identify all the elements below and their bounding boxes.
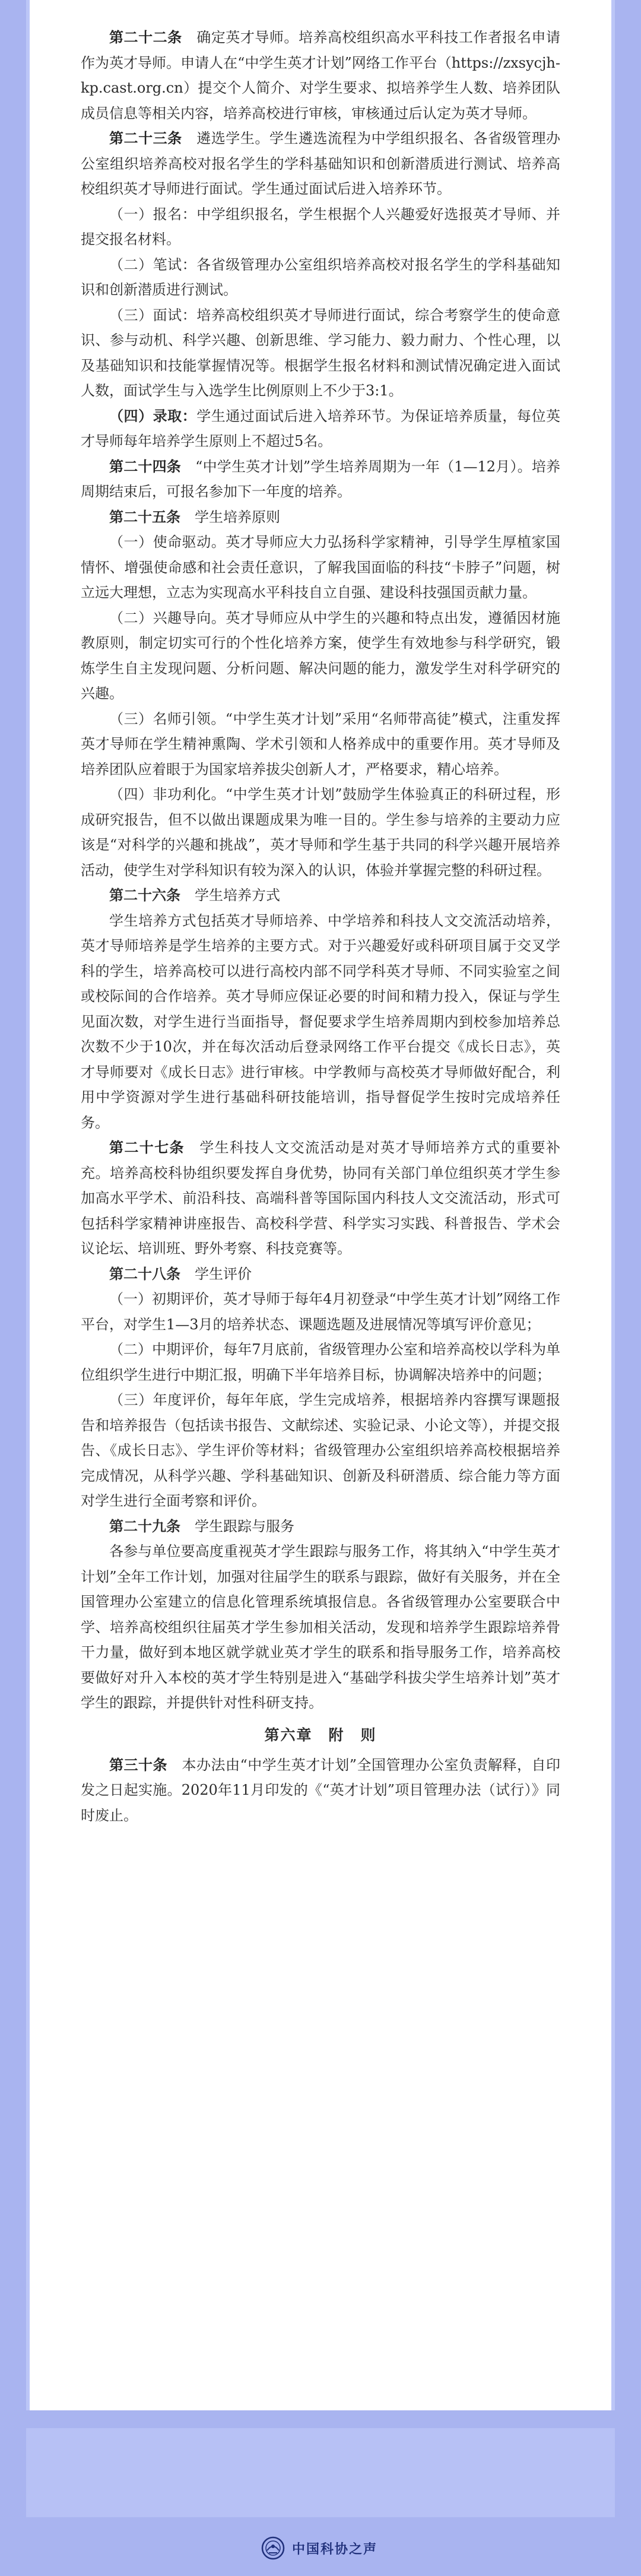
article-28-item-1: （一）初期评价，英才导师于每年4月初登录“中学生英才计划”网络工作平台，对学生1—3月的培养状态、课题选题及进展情况等填写评价意见； (81, 1291, 560, 1333)
article-23-item-4-text: 学生通过面试后进入培养环节。为保证培养质量，每位英才导师每年培养学生原则上不超过5名。 (81, 407, 561, 449)
article-25-number: 第二十五条 (109, 508, 180, 525)
article-23-number: 第二十三条 (109, 129, 182, 147)
article-25-heading (81, 505, 560, 530)
article-30-number: 第三十条 (109, 1756, 167, 1773)
article-29-heading (81, 1514, 560, 1539)
article-29-text: 各参与单位要高度重视英才学生跟踪与服务工作，将其纳入“中学生英才计划”全年工作计划，加强对往届学生的联系与跟踪，做好有关服务，并在全国管理办公室建立的信息化管理系统填报信息。各省级管理办公室要联合中学、培养高校组织往届英才学生参加相关活动，发现和培养学生跟踪培养骨干力量，做好到本地区就学就业英才学生的联系和指导服务工作，培养高校要做好对升入本校的英才学生特别是进入“基础学科拔尖学生培养计划”英才学生的跟踪，并提供针对性科研支持。 (81, 1543, 560, 1711)
article-28-item-2: （二）中期评价，每年7月底前，省级管理办公室和培养高校以学科为单位组织学生进行中期汇报，明确下半年培养目标，协调解决培养中的问题； (81, 1341, 560, 1383)
article-23-item-4 (81, 404, 560, 454)
footer-logo (261, 2536, 377, 2560)
article-28-number: 第二十八条 (109, 1265, 180, 1282)
chapter-6-title: 第六章 附 则 (264, 1726, 377, 1744)
article-26-heading (81, 883, 560, 908)
article-26-title: 学生培养方式 (195, 887, 280, 904)
article-28-title: 学生评价 (195, 1265, 252, 1282)
article-22-number: 第二十二条 (109, 28, 182, 46)
article-22 (81, 25, 560, 126)
article-25-title: 学生培养原则 (195, 508, 280, 525)
article-25-item-4: （四）非功利化。“中学生英才计划”鼓励学生体验真正的科研过程，形成研究报告，但不以做出课题成果为唯一目的。学生参与培养的主要动力应该是“对科学的兴趣和挑战”，英才导师和学生基于共同的科学兴趣开展培养活动，使学生对学科知识有较为深入的认识，体验并掌握完整的科研过程。 (81, 786, 560, 879)
footer-band (26, 2428, 615, 2517)
article-26-number: 第二十六条 (109, 886, 180, 904)
cast-emblem-icon (261, 2536, 285, 2560)
footer-logo-text: 中国科协之声 (292, 2542, 378, 2557)
article-30 (81, 1753, 560, 1829)
article-24 (81, 454, 560, 505)
article-card (26, 0, 615, 2410)
article-23 (81, 126, 560, 202)
article-23-text: 遴选学生。学生遴选流程为中学组织报名、各省级管理办公室组织培养高校对报名学生的学科基础知识和创新潜质进行测试、培养高校组织英才导师进行面试。学生通过面试后进入培养环节。 (81, 130, 561, 197)
article-27-text: 学生科技人文交流活动是对英才导师培养方式的重要补充。培养高校科协组织要发挥自身优势，协同有关部门单位组织英才学生参加高水平学术、前沿科技、高端科普等国际国内科技人文交流活动，形式可包括科学家精神讲座报告、高校科学营、科学实习实践、科普报告、学术会议论坛、培训班、野外考察、科技竞赛等。 (81, 1139, 561, 1257)
article-25-item-2: （二）兴趣导向。英才导师应从中学生的兴趣和特点出发，遵循因材施教原则，制定切实可行的个性化培养方案，使学生有效地参与科学研究，锻炼学生自主发现问题、分析问题、解决问题的能力，激发学生对科学研究的兴趣。 (81, 609, 560, 702)
article-23-item-2: （二）笔试：各省级管理办公室组织培养高校对报名学生的学科基础知识和创新潜质进行测试。 (81, 256, 560, 298)
article-29-number: 第二十九条 (109, 1517, 180, 1535)
article-28-heading (81, 1262, 560, 1287)
article-23-item-3: （三）面试：培养高校组织英才导师进行面试，综合考察学生的使命意识、参与动机、科学兴趣、创新思维、学习能力、毅力耐力、个性心理，以及基础知识和技能掌握情况等。根据学生报名材料和测试情况确定进入面试人数，面试学生与入选学生比例原则上不少于3:1。 (81, 306, 560, 399)
article-24-text: “中学生英才计划”学生培养周期为一年（1—12月）。培养周期结束后，可报名参加下一年度的培养。 (81, 458, 561, 500)
article-22-text: 确定英才导师。培养高校组织高水平科技工作者报名申请作为英才导师。申请人在“中学生英才计划”网络工作平台（https://zxsycjh-kp.cast.org.cn）提交个人简介、对学生要求、拟培养学生人数、培养团队成员信息等相关内容，培养高校进行审核，审核通过后认定为英才导师。 (81, 29, 561, 122)
article-28-item-3: （三）年度评价，每年年底，学生完成培养，根据培养内容撰写课题报告和培养报告（包括读书报告、文献综述、实验记录、小论文等），并提交报告、《成长日志》、学生评价等材料；省级管理办公室组织培养高校根据培养完成情况，从科学兴趣、学科基础知识、创新及科研潜质、综合能力等方面对学生进行全面考察和评价。 (81, 1392, 560, 1509)
article-23-item-4-label: （四）录取： (109, 407, 197, 424)
page-footer (0, 2410, 641, 2576)
article-23-item-1: （一）报名：中学组织报名，学生根据个人兴趣爱好选报英才导师、并提交报名材料。 (81, 205, 560, 248)
article-29-title: 学生跟踪与服务 (195, 1517, 294, 1535)
article-25-item-3: （三）名师引领。“中学生英才计划”采用“名师带高徒”模式，注重发挥英才导师在学生精神熏陶、学术引领和人格养成中的重要作用。英才导师及培养团队应着眼于为国家培养拔尖创新人才，严格要求，精心培养。 (81, 710, 560, 778)
article-26-text: 学生培养方式包括英才导师培养、中学培养和科技人文交流活动培养，英才导师培养是学生培养的主要方式。对于兴趣爱好或科研项目属于交叉学科的学生，培养高校可以进行高校内部不同学科英才导师、不同实验室之间或校际间的合作培养。英才导师应保证必要的时间和精力投入，保证与学生见面次数，对学生进行当面指导，督促要求学生培养周期内到校参加培养总次数不少于10次，并在每次活动后登录网络工作平台提交《成长日志》，英才导师要对《成长日志》进行审核。中学教师与高校英才导师做好配合，利用中学资源对学生进行基础科研技能培训，指导督促学生按时完成培养任务。 (81, 912, 560, 1131)
article-27-number: 第二十七条 (109, 1139, 185, 1156)
article-25-item-1: （一）使命驱动。英才导师应大力弘扬科学家精神，引导学生厚植家国情怀、增强使命感和社会责任意识，了解我国面临的科技“卡脖子”问题，树立远大理想，立志为实现高水平科技自立自强、建设科技强国贡献力量。 (81, 534, 560, 601)
article-30-text: 本办法由“中学生英才计划”全国管理办公室负责解释，自印发之日起实施。2020年11月印发的《“英才计划”项目管理办法（试行）》同时废止。 (81, 1756, 560, 1824)
article-27 (81, 1135, 560, 1262)
article-24-number: 第二十四条 (109, 457, 181, 475)
